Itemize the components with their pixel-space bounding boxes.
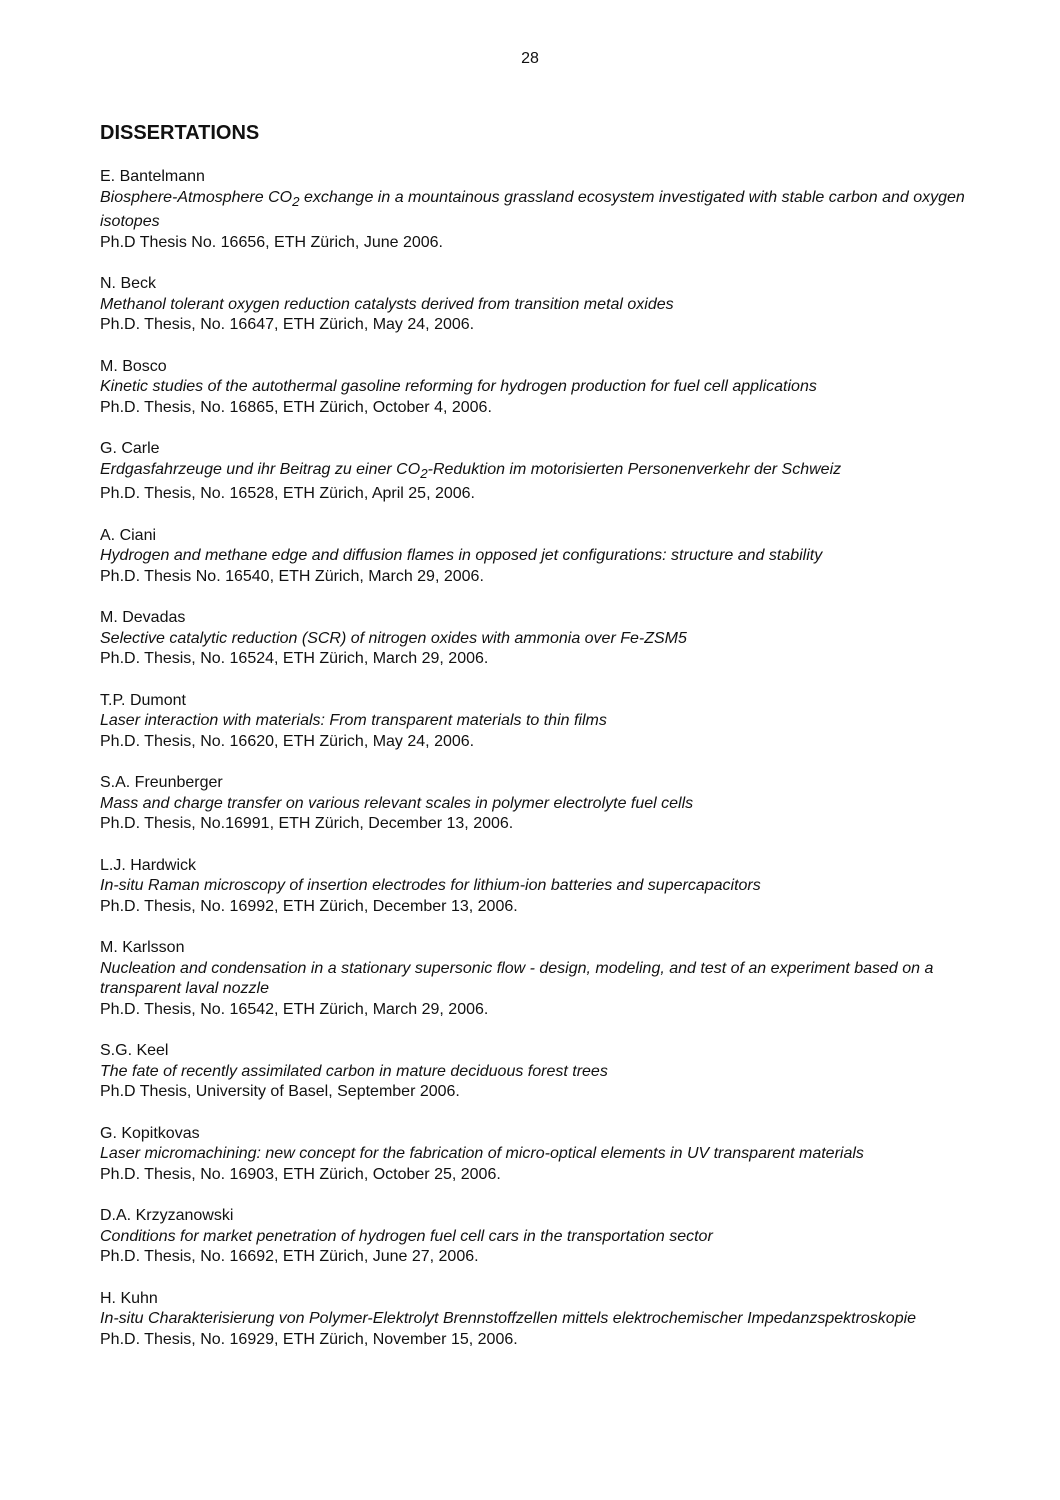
entry-citation: Ph.D. Thesis No. 16540, ETH Zürich, March 29, 2006. [100, 567, 484, 585]
entry-author: N. Beck [100, 275, 157, 293]
dissertation-entry [100, 167, 980, 253]
entry-author: S.G. Keel [100, 1042, 169, 1060]
entry-title: Mass and charge transfer on various relevant scales in polymer electrolyte fuel cells [100, 794, 694, 812]
entry-author: A. Ciani [100, 526, 157, 544]
dissertation-entry [100, 439, 980, 505]
entry-citation: Ph.D. Thesis, No. 16647, ETH Zürich, May 24, 2006. [100, 316, 475, 334]
dissertation-entry [100, 773, 980, 835]
entry-citation: Ph.D. Thesis, No. 16542, ETH Zürich, March 29, 2006. [100, 1000, 489, 1018]
entry-author: M. Bosco [100, 357, 167, 375]
entry-title: Erdgasfahrzeuge und ihr Beitrag zu einer $CO_2$-Reduktion im motorisierten Personenverkehr der Schweiz [100, 460, 842, 481]
entry-citation: Ph.D. Thesis, No.16991, ETH Zürich, December 13, 2006. [100, 815, 514, 833]
entry-author: L.J. Hardwick [100, 856, 197, 874]
dissertation-entry [100, 274, 980, 336]
entry-citation: Ph.D Thesis No. 16656, ETH Zürich, June 2006. [100, 233, 443, 251]
entry-author: G. Kopitkovas [100, 1124, 200, 1142]
entry-title: Selective catalytic reduction (SCR) of nitrogen oxides with ammonia over Fe-ZSM5 [100, 629, 687, 647]
entry-author: H. Kuhn [100, 1289, 158, 1307]
dissertation-entry [100, 938, 980, 1020]
entry-title: Nucleation and condensation in a stationary supersonic flow - design, modeling, and test of an experiment based on a transparent laval nozzle [100, 959, 934, 998]
entry-author: T.P. Dumont [100, 691, 186, 709]
page-number: 28 [521, 50, 539, 67]
entry-title: Hydrogen and methane edge and diffusion flames in opposed jet configurations: structure and stability [100, 547, 823, 565]
entry-citation: Ph.D. Thesis, No. 16865, ETH Zürich, October 4, 2006. [100, 398, 492, 416]
entry-title: The fate of recently assimilated carbon in mature deciduous forest trees [100, 1062, 608, 1080]
entry-title: Conditions for market penetration of hydrogen fuel cell cars in the transportation sector [100, 1227, 713, 1245]
dissertation-entry [100, 608, 980, 670]
entry-citation: Ph.D. Thesis, No. 16528, ETH Zürich, April 25, 2006. [100, 485, 475, 503]
entry-author: D.A. Krzyzanowski [100, 1207, 234, 1225]
dissertation-entry [100, 357, 980, 419]
entry-author: G. Carle [100, 440, 160, 458]
dissertation-entry [100, 1041, 980, 1103]
dissertation-entry [100, 1124, 980, 1186]
entry-author: M. Karlsson [100, 939, 185, 957]
entry-citation: Ph.D. Thesis, No. 16929, ETH Zürich, November 15, 2006. [100, 1330, 518, 1348]
entry-citation: Ph.D Thesis, University of Basel, September 2006. [100, 1083, 460, 1101]
entry-citation: Ph.D. Thesis, No. 16992, ETH Zürich, December 13, 2006. [100, 897, 518, 915]
dissertation-entry [100, 691, 980, 753]
dissertation-entry [100, 856, 980, 918]
entry-title: Laser interaction with materials: From transparent materials to thin films [100, 712, 607, 730]
dissertation-list [100, 167, 980, 1371]
entry-author: E. Bantelmann [100, 168, 205, 185]
entry-title: In-situ Raman microscopy of insertion electrodes for lithium-ion batteries and supercapacitors [100, 877, 761, 895]
entry-citation: Ph.D. Thesis, No. 16620, ETH Zürich, May 24, 2006. [100, 732, 475, 750]
dissertation-entry [100, 1289, 980, 1351]
entry-title: Laser micromachining: new concept for the fabrication of micro-optical elements in UV transparent materials [100, 1145, 864, 1163]
entry-author: M. Devadas [100, 609, 186, 627]
entry-author: S.A. Freunberger [100, 774, 223, 792]
entry-title: Biosphere-Atmosphere $CO_2$ exchange in a mountainous grassland ecosystem investigated with stable carbon and oxygen isotopes [100, 188, 965, 231]
dissertation-entry [100, 1206, 980, 1268]
entry-title: Kinetic studies of the autothermal gasoline reforming for hydrogen production for fuel cell applications [100, 378, 817, 396]
entry-title: In-situ Charakterisierung von Polymer-Elektrolyt Brennstoffzellen mittels elektrochemischer Impedanzspektroskopie [100, 1310, 917, 1328]
section-title: DISSERTATIONS [100, 122, 260, 144]
dissertation-entry [100, 526, 980, 588]
entry-title: Methanol tolerant oxygen reduction catalysts derived from transition metal oxides [100, 295, 674, 313]
entry-citation: Ph.D. Thesis, No. 16692, ETH Zürich, June 27, 2006. [100, 1248, 479, 1266]
entry-citation: Ph.D. Thesis, No. 16903, ETH Zürich, October 25, 2006. [100, 1165, 501, 1183]
entry-citation: Ph.D. Thesis, No. 16524, ETH Zürich, March 29, 2006. [100, 650, 489, 668]
